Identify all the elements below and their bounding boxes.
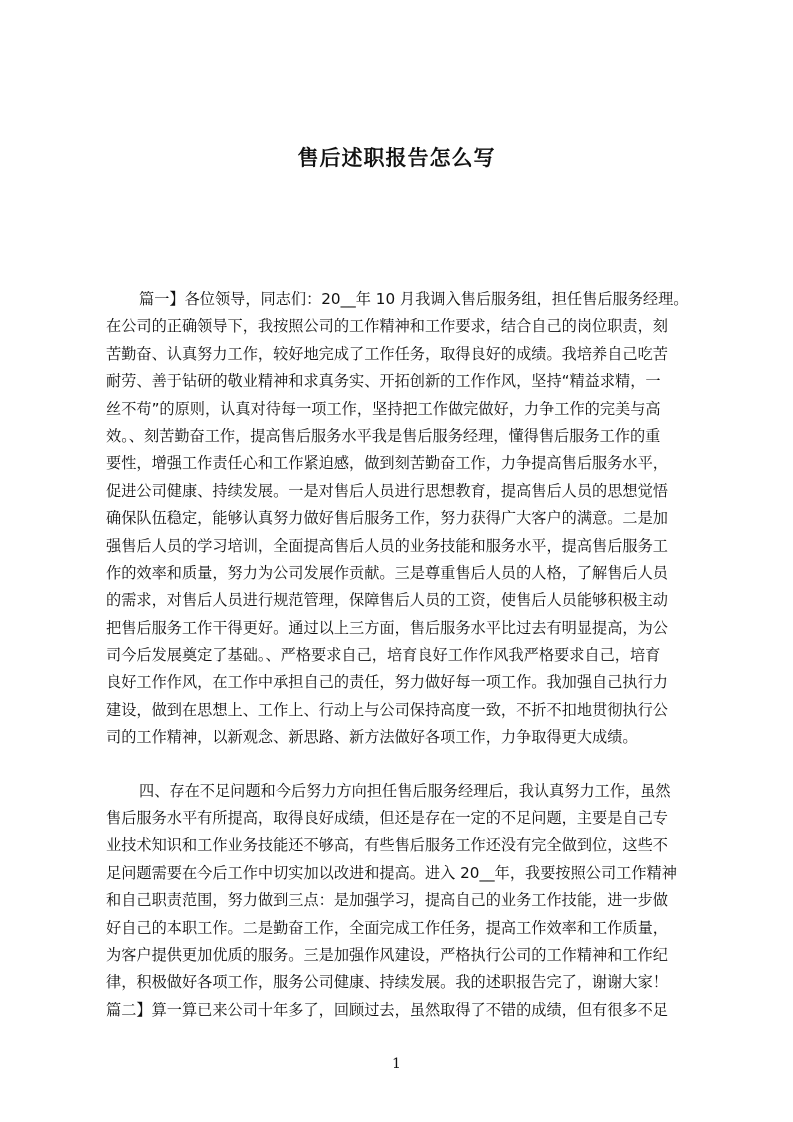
paragraph-2-line: 售后服务水平有所提高，取得良好成绩，但还是存在一定的不足问题，主要是自己专 (106, 809, 668, 828)
paragraph-1-line: 强售后人员的学习培训，全面提高售后人员的业务技能和服务水平，提高售后服务工 (106, 536, 668, 555)
paragraph-1-line: 建设，做到在思想上、工作上、行动上与公司保持高度一致，不折不扣地贯彻执行公 (106, 700, 668, 719)
paragraph-1-line: 作的效率和质量，努力为公司发展作贡献。三是尊重售后人员的人格，了解售后人员 (106, 563, 668, 582)
paragraph-2-line: 四、存在不足问题和今后努力方向担任售后服务经理后，我认真努力工作，虽然 (139, 781, 671, 800)
paragraph-1-line: 要性，增强工作责任心和工作紧迫感，做到刻苦勤奋工作，力争提高售后服务水平， (106, 454, 668, 473)
page-number: 1 (392, 1056, 401, 1072)
paragraph-gap (106, 752, 698, 778)
paragraph-1-line: 司今后发展奠定了基础。、严格要求自己，培育良好工作作风我严格要求自己，培育 (106, 646, 661, 665)
paragraph-1-line: 促进公司健康、持续发展。一是对售后人员进行思想教育，提高售后人员的思想觉悟 (106, 481, 668, 500)
paragraph-2-line: 律，积极做好各项工作，服务公司健康、持续发展。我的述职报告完了，谢谢大家！ (106, 973, 668, 992)
paragraph-2-line: 好自己的本职工作。二是勤奋工作，全面完成工作任务，提高工作效率和工作质量， (106, 918, 668, 937)
paragraph-2-line: 篇二】算一算已来公司十年多了，回顾过去，虽然取得了不错的成绩，但有很多不足 (106, 1000, 668, 1019)
paragraph-1-line: 耐劳、善于钻研的敬业精神和求真务实、开拓创新的工作作风，坚持“精益求精，一 (106, 372, 661, 391)
paragraph-1-line: 确保队伍稳定，能够认真努力做好售后服务工作，努力获得广大客户的满意。二是加 (106, 509, 668, 528)
paragraph-1-line: 的需求，对售后人员进行规范管理，保障售后人员的工资，使售后人员能够积极主动 (106, 591, 668, 610)
paragraph-1-line: 良好工作作风，在工作中承担自己的责任，努力做好每一项工作。我加强自己执行力 (106, 673, 668, 692)
paragraph-2-line: 足问题需要在今后工作中切实加以改进和提高。进入 20__年，我要按照公司工作精神 (106, 863, 677, 882)
document-title: 售后述职报告怎么写 (297, 146, 496, 170)
paragraph-1-line: 篇一】各位领导，同志们：20__年 10 月我调入售后服务组，担任售后服务经理。 (139, 290, 689, 308)
paragraph-1-line: 在公司的正确领导下，我按照公司的工作精神和工作要求，结合自己的岗位职责，刻 (106, 317, 668, 336)
paragraph-2-line: 业技术知识和工作业务技能还不够高，有些售后服务工作还没有完全做到位，这些不 (106, 836, 668, 855)
document-body (106, 286, 698, 1024)
paragraph-1-line: 丝不苟”的原则，认真对待每一项工作，坚持把工作做完做好，力争工作的完美与高 (106, 399, 661, 418)
paragraph-1-line: 把售后服务工作干得更好。通过以上三方面，售后服务水平比过去有明显提高，为公 (106, 618, 668, 637)
paragraph-2-line: 和自己职责范围，努力做到三点：是加强学习，提高自己的业务工作技能，进一步做 (106, 891, 668, 910)
paragraph-2-line: 为客户提供更加优质的服务。三是加强作风建设，严格执行公司的工作精神和工作纪 (106, 945, 668, 964)
paragraph-1-line: 司的工作精神，以新观念、新思路、新方法做好各项工作，力争取得更大成绩。 (106, 728, 638, 747)
paragraph-1-line: 效。、刻苦勤奋工作，提高售后服务水平我是售后服务经理，懂得售后服务工作的重 (106, 426, 661, 445)
paragraph-1-line: 苦勤奋、认真努力工作，较好地完成了工作任务，取得良好的成绩。我培养自己吃苦 (106, 344, 668, 363)
